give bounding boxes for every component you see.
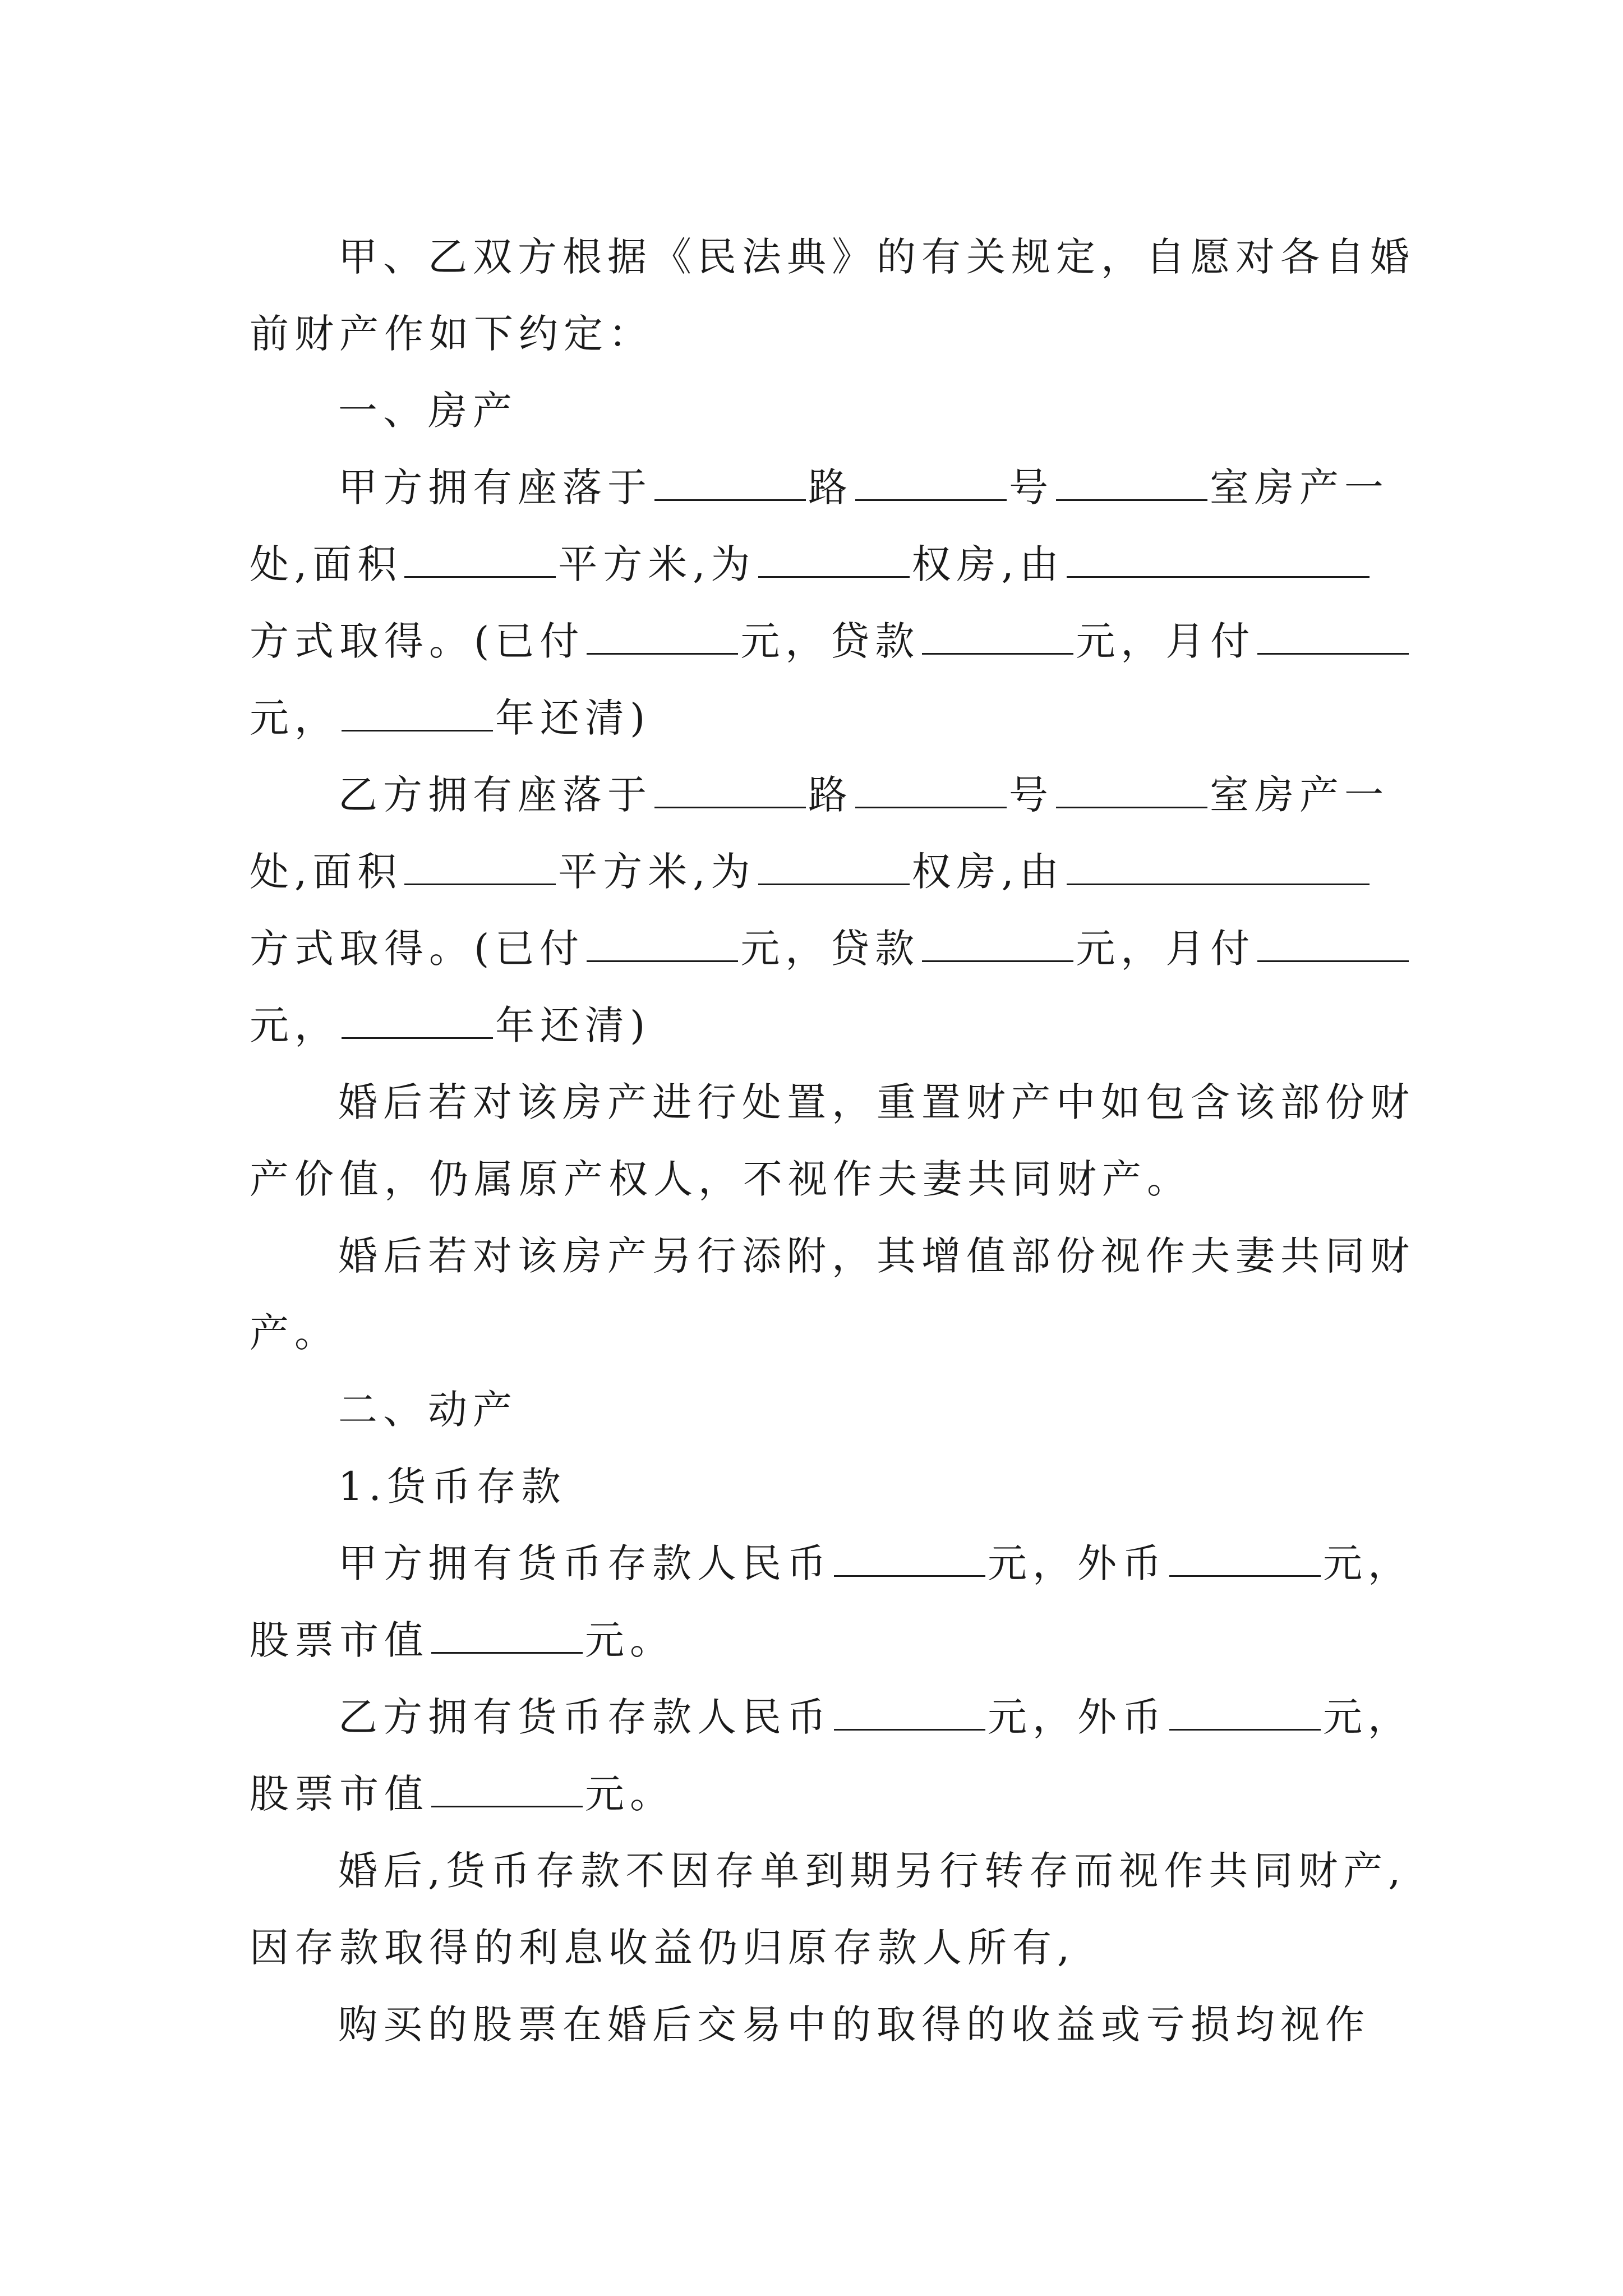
party-b-deposit-line-2 <box>250 1756 1388 1833</box>
disposal-line-1 <box>250 1064 1415 1141</box>
party-a-deposit-line-1 <box>250 1525 1413 1602</box>
party-a-deposit-line-2 <box>250 1602 1388 1679</box>
text-fragment: 权房,由 <box>911 541 1064 587</box>
intro-line-2 <box>250 296 1388 372</box>
text-fragment: 权房,由 <box>911 849 1064 895</box>
text-fragment: 婚后若对该房产进行处置，重置财产中如包含该部份财 <box>338 1079 1415 1125</box>
blank-stock-value[interactable] <box>431 1772 583 1807</box>
text-fragment: 室房产一 <box>1210 772 1389 818</box>
text-fragment: 甲方拥有货币存款人民币 <box>338 1540 832 1586</box>
party-b-house-line-4 <box>250 987 1388 1064</box>
text-fragment: 平方米,为 <box>558 849 756 895</box>
text-fragment: 股票市值 <box>250 1771 429 1817</box>
disposal-line-2 <box>250 1141 1388 1218</box>
intro-text-1: 甲、乙双方根据《民法典》的有关规定，自愿对各自婚 <box>338 234 1415 280</box>
text-fragment: 购买的股票在婚后交易中的取得的收益或亏损均视作 <box>338 2001 1370 2047</box>
blank-area[interactable] <box>404 850 556 885</box>
section-heading-real-estate <box>250 372 1388 449</box>
text-fragment: 元， <box>1323 1540 1413 1586</box>
text-fragment: 元，贷款 <box>740 926 920 972</box>
blank-area[interactable] <box>404 542 556 578</box>
text-fragment: 元，外币 <box>988 1694 1167 1740</box>
text-fragment: 元，月付 <box>1076 926 1256 972</box>
text-fragment: 处,面积 <box>250 849 403 895</box>
blank-monthly-payment[interactable] <box>1257 619 1409 655</box>
text-fragment: 号 <box>1009 464 1054 510</box>
blank-ownership-type[interactable] <box>758 850 910 885</box>
blank-paid-amount[interactable] <box>587 927 738 962</box>
deposit-rule-line-1 <box>250 1833 1407 1910</box>
text-fragment: 元， <box>250 695 339 741</box>
stock-rule-line-1 <box>250 1986 1388 2063</box>
party-b-house-line-3 <box>250 910 1388 987</box>
blank-number[interactable] <box>855 466 1007 501</box>
text-fragment: 婚后,货币存款不因存单到期另行转存而视作共同财产, <box>338 1848 1407 1894</box>
intro-line-1 <box>250 219 1415 296</box>
addition-line-1 <box>250 1218 1415 1295</box>
section-heading-text: 二、动产 <box>338 1387 518 1433</box>
blank-years[interactable] <box>342 696 493 731</box>
text-fragment: 股票市值 <box>250 1617 429 1663</box>
blank-acquisition-method[interactable] <box>1067 850 1370 885</box>
text-fragment: 元，外币 <box>988 1540 1167 1586</box>
text-fragment: 路 <box>808 772 853 818</box>
blank-road[interactable] <box>654 466 806 501</box>
text-fragment: 产。 <box>250 1310 339 1356</box>
party-b-deposit-line-1 <box>250 1679 1413 1756</box>
text-fragment: 年还清) <box>495 695 651 741</box>
text-fragment: 方式取得。(已付 <box>250 926 585 972</box>
blank-stock-value[interactable] <box>431 1618 583 1654</box>
subsection-heading-deposits <box>250 1448 1388 1525</box>
blank-rmb-amount[interactable] <box>834 1542 985 1577</box>
text-fragment: 号 <box>1009 772 1054 818</box>
text-fragment: 元，月付 <box>1076 618 1256 664</box>
text-fragment: 产价值，仍属原产权人，不视作夫妻共同财产。 <box>250 1156 1192 1202</box>
text-fragment: 年还清) <box>495 1002 651 1048</box>
text-fragment: 平方米,为 <box>558 541 756 587</box>
blank-room[interactable] <box>1056 773 1207 808</box>
text-fragment: 方式取得。(已付 <box>250 618 585 664</box>
text-fragment: 甲方拥有座落于 <box>338 464 652 510</box>
blank-road[interactable] <box>654 773 806 808</box>
text-fragment: 元。 <box>585 1617 675 1663</box>
text-fragment: 因存款取得的利息收益仍归原存款人所有, <box>250 1925 1076 1971</box>
party-b-house-line-1 <box>250 757 1388 834</box>
text-fragment: 乙方拥有座落于 <box>338 772 652 818</box>
blank-ownership-type[interactable] <box>758 542 910 578</box>
text-fragment: 处,面积 <box>250 541 403 587</box>
text-fragment: 乙方拥有货币存款人民币 <box>338 1694 832 1740</box>
blank-monthly-payment[interactable] <box>1257 927 1409 962</box>
blank-room[interactable] <box>1056 466 1207 501</box>
blank-paid-amount[interactable] <box>587 619 738 655</box>
text-fragment: 婚后若对该房产另行添附，其增值部份视作夫妻共同财 <box>338 1233 1415 1279</box>
subsection-heading-text: 1.货币存款 <box>338 1464 566 1510</box>
intro-text-2: 前财产作如下约定： <box>250 311 653 357</box>
blank-years[interactable] <box>342 1004 493 1039</box>
text-fragment: 室房产一 <box>1210 464 1389 510</box>
section-heading-text: 一、房产 <box>338 388 518 434</box>
text-fragment: 元， <box>1323 1694 1413 1740</box>
blank-loan-amount[interactable] <box>922 927 1073 962</box>
addition-line-2 <box>250 1295 1388 1372</box>
party-b-house-line-2 <box>250 834 1388 910</box>
text-fragment: 元。 <box>585 1771 675 1817</box>
blank-rmb-amount[interactable] <box>834 1695 985 1731</box>
text-fragment: 元，贷款 <box>740 618 920 664</box>
blank-loan-amount[interactable] <box>922 619 1073 655</box>
party-a-house-line-4 <box>250 680 1388 757</box>
blank-foreign-currency[interactable] <box>1169 1695 1321 1731</box>
blank-acquisition-method[interactable] <box>1067 542 1370 578</box>
section-heading-movable-property <box>250 1372 1388 1448</box>
text-fragment: 元， <box>250 1002 339 1048</box>
party-a-house-line-1 <box>250 449 1388 526</box>
blank-foreign-currency[interactable] <box>1169 1542 1321 1577</box>
party-a-house-line-2 <box>250 526 1388 603</box>
blank-number[interactable] <box>855 773 1007 808</box>
text-fragment: 路 <box>808 464 853 510</box>
deposit-rule-line-2 <box>250 1910 1388 1986</box>
agreement-page <box>250 219 1415 2063</box>
party-a-house-line-3 <box>250 603 1388 680</box>
